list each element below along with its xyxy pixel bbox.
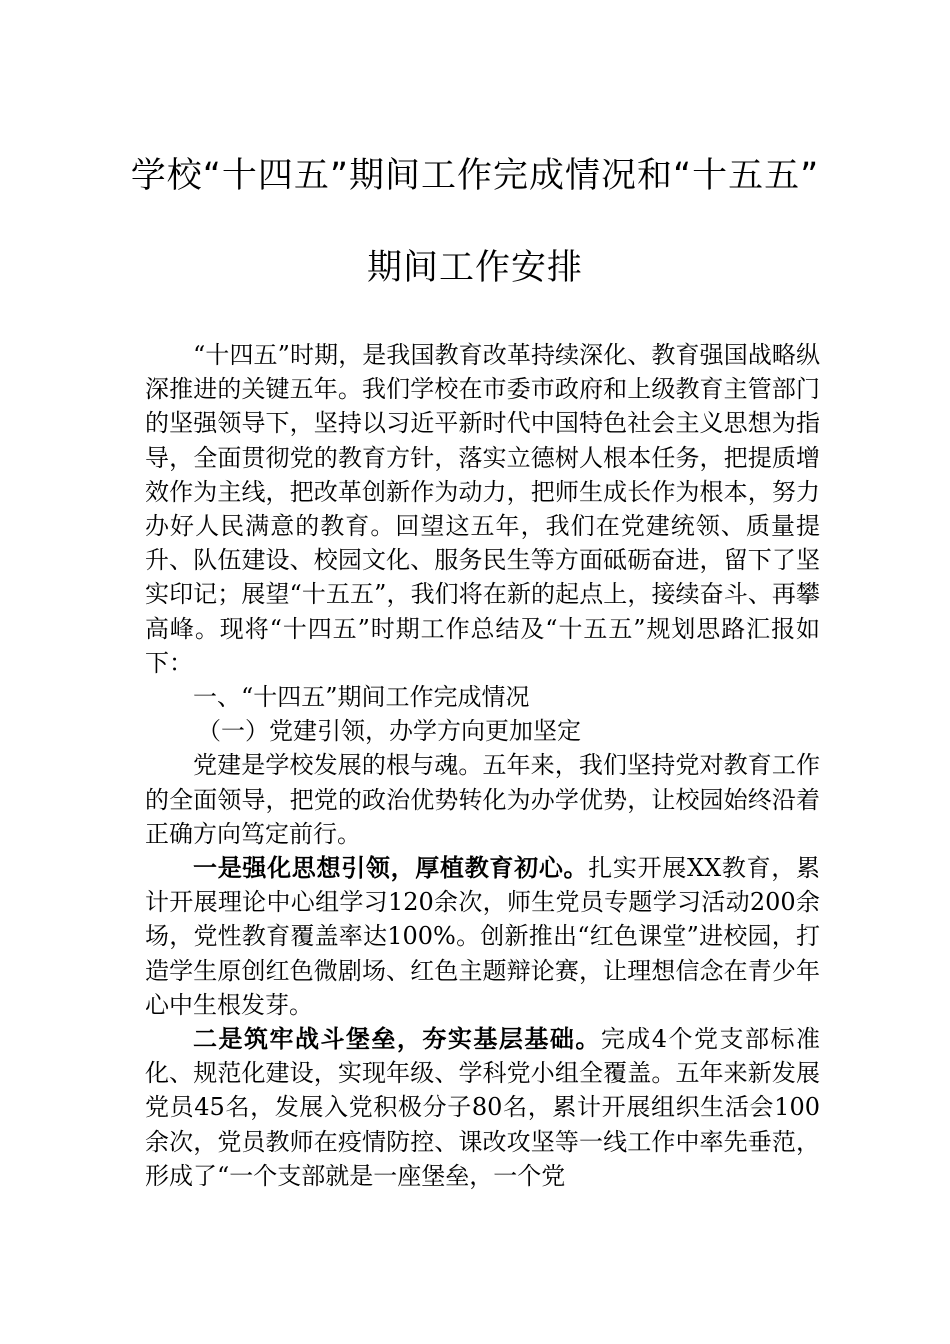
document-body — [145, 338, 820, 1193]
point-text-1: 扎实开展XX教育，累计开展理论中心组学习120余次，师生党员专题学习活动200余场，党性教育覆盖率达100%。创新推出“红色课堂”进校园，打造学生原创红色微剧场、红色主题辩论赛，让理想信念在青少年心中生根发芽。 — [145, 854, 820, 1019]
section-heading-2: （一）党建引领，办学方向更加坚定 — [197, 717, 581, 746]
point-text-2: 完成4个党支部标准化、规范化建设，实现年级、学科党小组全覆盖。五年来新发展党员45名，发展入党积极分子80名，累计开展组织生活会100余次，党员教师在疫情防控、课改攻坚等一线工作中率先垂范，形成了“一个支部就是一座堡垒，一个党 — [145, 1025, 820, 1190]
document-title-line-1: 学校“十四五”期间工作完成情况和“十五五” — [130, 156, 820, 196]
section-paragraph: 党建是学校发展的根与魂。五年来，我们坚持党对教育工作的全面领导，把党的政治优势转化为办学优势，让校园始终沿着正确方向笃定前行。 — [145, 751, 820, 848]
intro-paragraph: “十四五”时期，是我国教育改革持续深化、教育强国战略纵深推进的关键五年。我们学校在市委市政府和上级教育主管部门的坚强领导下，坚持以习近平新时代中国特色社会主义思想为指导，全面贯彻党的教育方针，落实立德树人根本任务，把提质增效作为主线，把改革创新作为动力，把师生成长作为根本，努力办好人民满意的教育。回望这五年，我们在党建统领、质量提升、队伍建设、校园文化、服务民生等方面砥砺奋进，留下了坚实印记；展望“十五五”，我们将在新的起点上，接续奋斗、再攀高峰。现将“十四五”时期工作总结及“十五五”规划思路汇报如下： — [145, 341, 820, 677]
document-title-line-2: 期间工作安排 — [366, 248, 583, 288]
point-lead-2: 二是筑牢战斗堡垒，夯实基层基础。 — [193, 1024, 601, 1054]
section-heading-1: 一、“十四五”期间工作完成情况 — [193, 683, 530, 712]
point-paragraph-1 — [145, 851, 820, 1022]
point-lead-1: 一是强化思想引领，厚植教育初心。 — [193, 853, 589, 883]
point-paragraph-2 — [145, 1022, 820, 1193]
